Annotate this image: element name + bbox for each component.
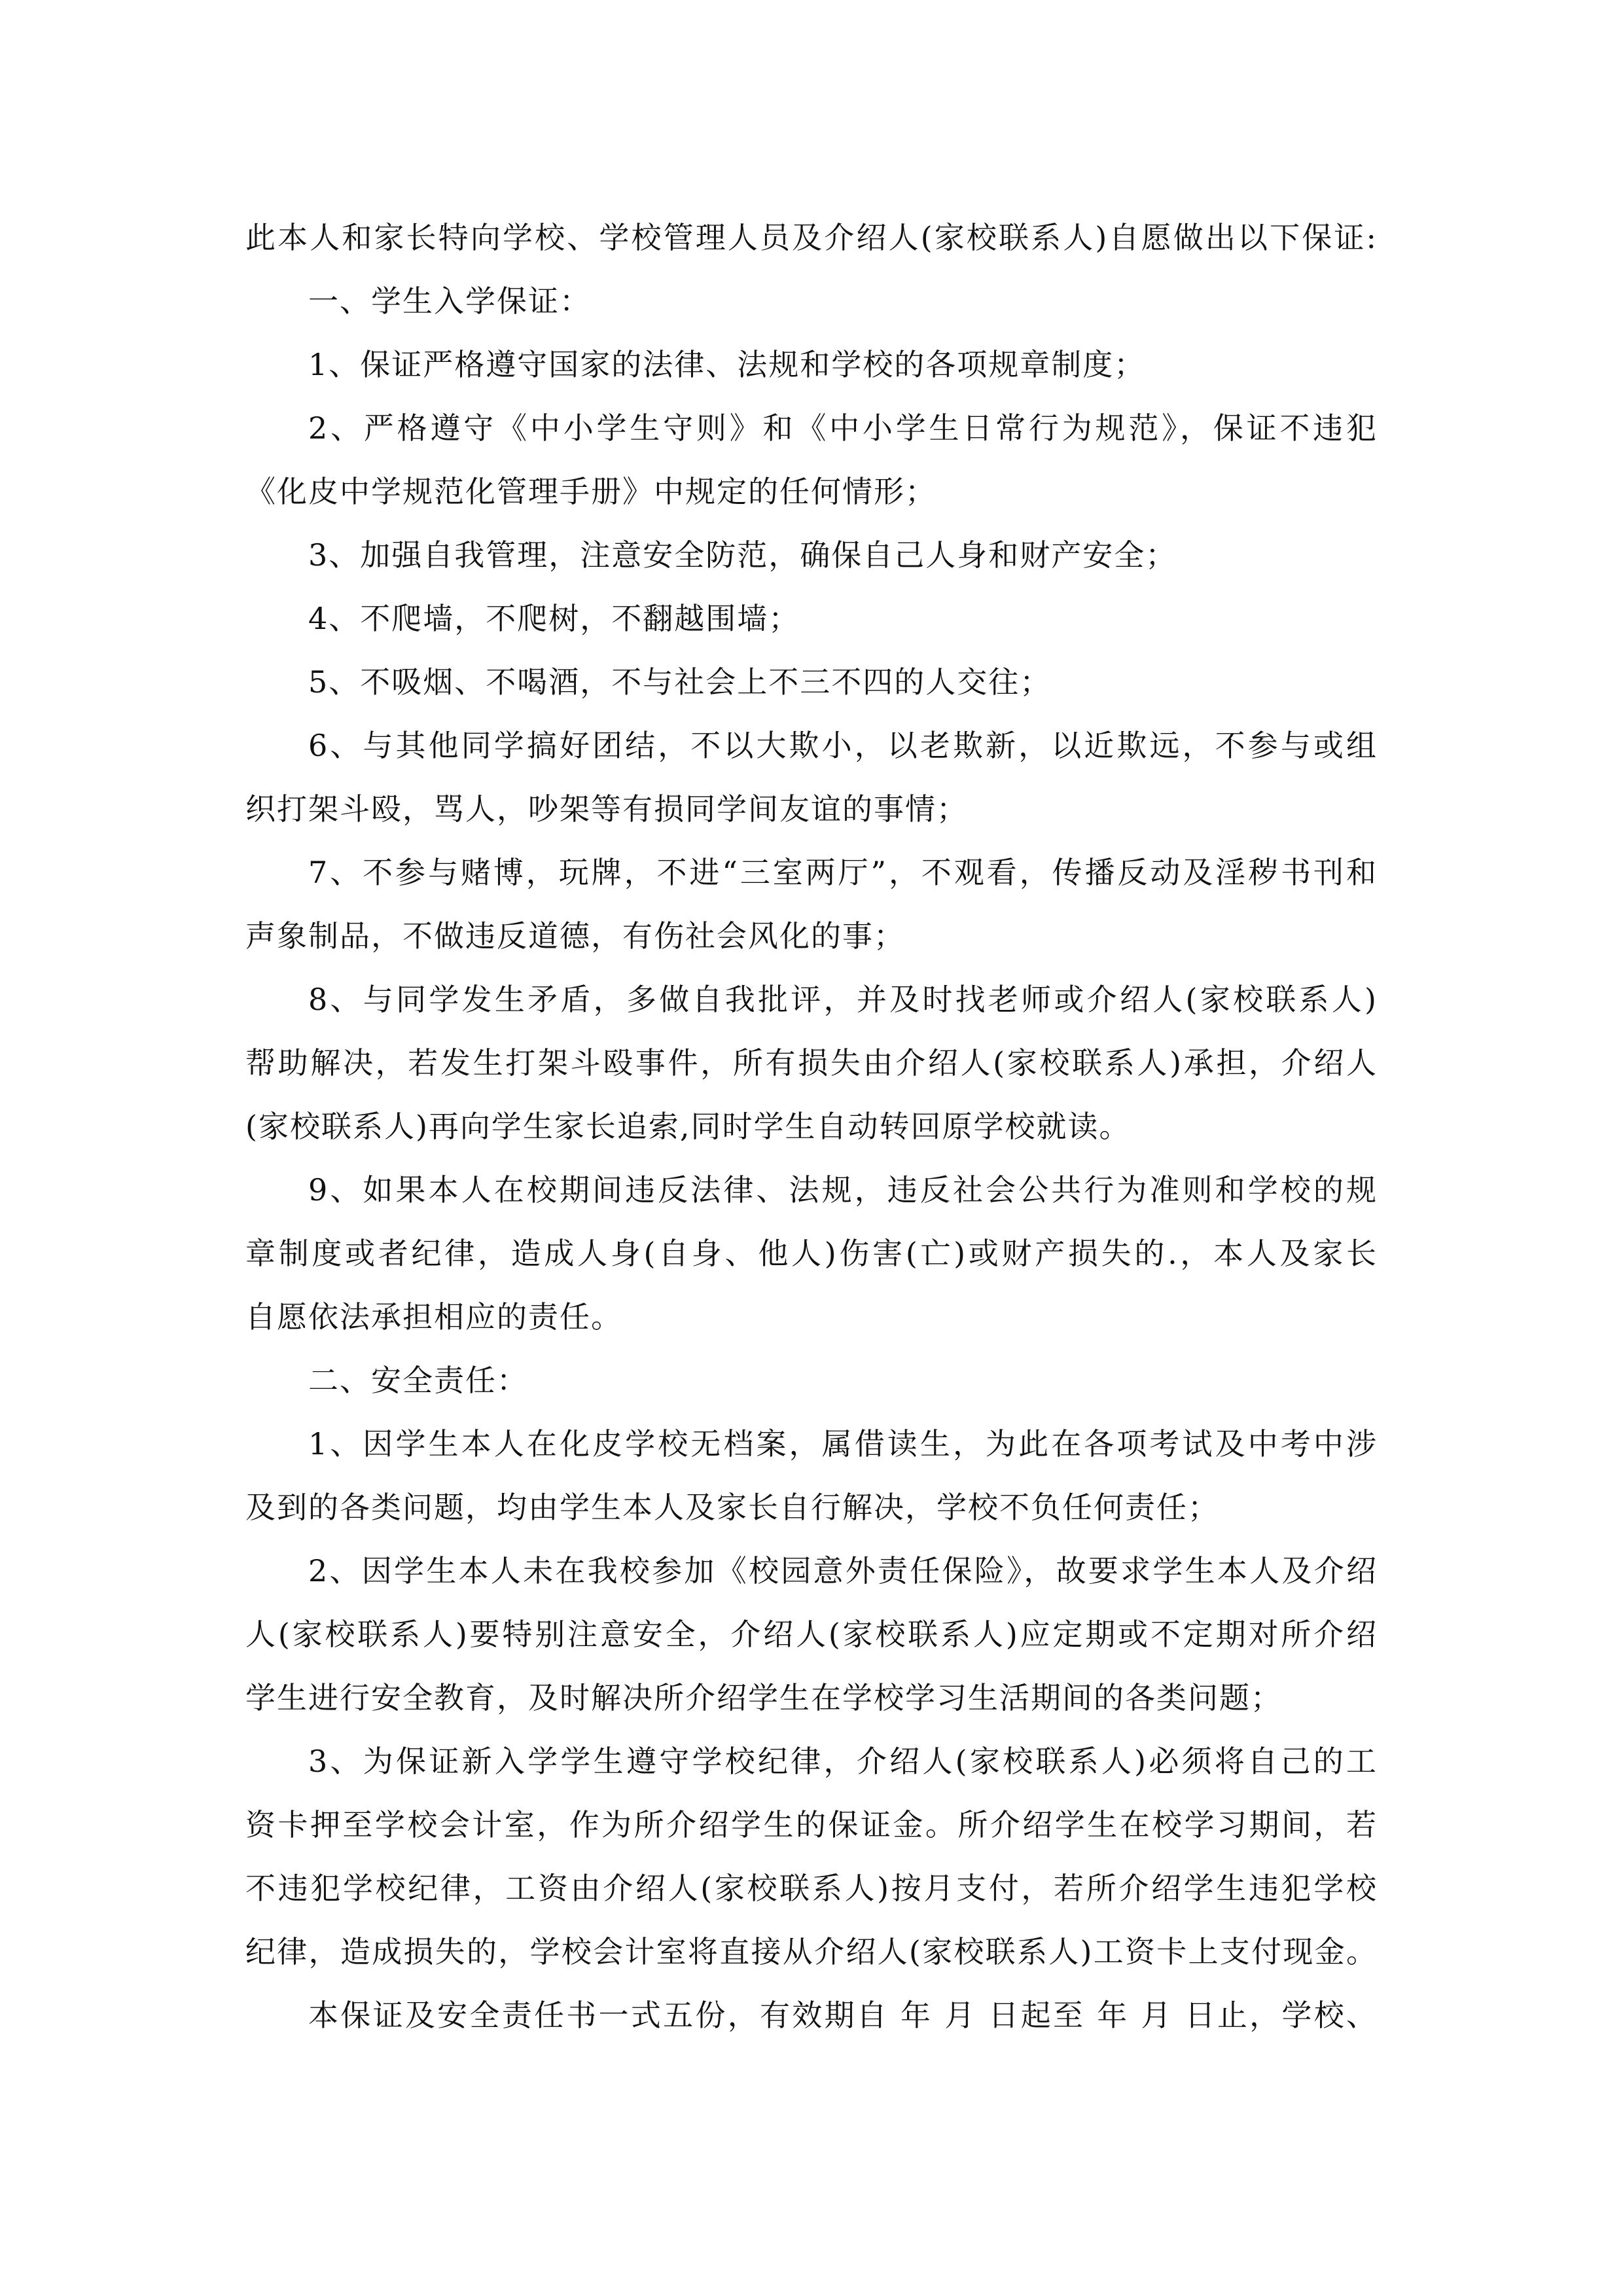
paragraph-line: 织打架斗殴，骂人，吵架等有损同学间友谊的事情； [245, 791, 968, 827]
paragraph-line: 自愿依法承担相应的责任。 [245, 1299, 622, 1335]
paragraph-line: 纪律，造成损失的，学校会计室将直接从介绍人(家校联系人)工资卡上支付现金。 [245, 1934, 1378, 1969]
paragraph-line: 学生进行安全教育，及时解决所介绍学生在学校学习生活期间的各类问题； [245, 1680, 1282, 1715]
paragraph-line: 帮助解决，若发生打架斗殴事件，所有损失由介绍人(家校联系人)承担，介绍人 [245, 1045, 1378, 1081]
paragraph-line: 资卡押至学校会计室，作为所介绍学生的保证金。所介绍学生在校学习期间，若 [245, 1807, 1378, 1842]
paragraph-line: 2、因学生本人未在我校参加《校园意外责任保险》，故要求学生本人及介绍 [308, 1553, 1378, 1588]
paragraph-line: 此本人和家长特向学校、学校管理人员及介绍人(家校联系人)自愿做出以下保证: [245, 220, 1378, 255]
paragraph-line: 声象制品，不做违反道德，有伤社会风化的事； [245, 918, 905, 954]
paragraph-line: (家校联系人)再向学生家长追索,同时学生自动转回原学校就读。 [245, 1109, 1131, 1144]
paragraph-line: 人(家校联系人)要特别注意安全，介绍人(家校联系人)应定期或不定期对所介绍 [245, 1617, 1378, 1652]
paragraph-line: 1、保证严格遵守国家的法律、法规和学校的各项规章制度； [308, 347, 1146, 382]
paragraph-line: 《化皮中学规范化管理手册》中规定的任何情形； [245, 474, 936, 509]
paragraph-line: 4、不爬墙，不爬树，不翻越围墙； [308, 601, 800, 636]
paragraph-line: 3、加强自我管理，注意安全防范，确保自己人身和财产安全； [308, 537, 1177, 573]
paragraph-line: 1、因学生本人在化皮学校无档案，属借读生，为此在各项考试及中考中涉 [308, 1426, 1378, 1462]
document-body [245, 206, 1378, 2047]
paragraph-line: 一、学生入学保证： [308, 283, 591, 319]
paragraph-line: 6、与其他同学搞好团结，不以大欺小，以老欺新，以近欺远，不参与或组 [308, 728, 1378, 763]
paragraph-line: 本保证及安全责任书一式五份，有效期自 年 月 日起至 年 月 日止，学校、 [308, 1998, 1378, 2033]
paragraph-line: 9、如果本人在校期间违反法律、法规，违反社会公共行为准则和学校的规 [308, 1172, 1378, 1208]
paragraph-line: 3、为保证新入学学生遵守学校纪律，介绍人(家校联系人)必须将自己的工 [308, 1744, 1378, 1779]
paragraph-line: 不违犯学校纪律，工资由介绍人(家校联系人)按月支付，若所介绍学生违犯学校 [245, 1871, 1378, 1906]
paragraph-line: 5、不吸烟、不喝酒，不与社会上不三不四的人交往； [308, 664, 1052, 700]
paragraph-line: 2、严格遵守《中小学生守则》和《中小学生日常行为规范》，保证不违犯 [308, 410, 1378, 446]
paragraph-line: 7、不参与赌博，玩牌，不进“三室两厅”，不观看，传播反动及淫秽书刊和 [308, 855, 1378, 890]
paragraph-line: 及到的各类问题，均由学生本人及家长自行解决，学校不负任何责任； [245, 1490, 1219, 1525]
paragraph-line: 章制度或者纪律，造成人身(自身、他人)伤害(亡)或财产损失的.，本人及家长 [245, 1236, 1378, 1271]
paragraph-line: 二、安全责任： [308, 1363, 528, 1398]
paragraph-line: 8、与同学发生矛盾，多做自我批评，并及时找老师或介绍人(家校联系人) [308, 982, 1378, 1017]
